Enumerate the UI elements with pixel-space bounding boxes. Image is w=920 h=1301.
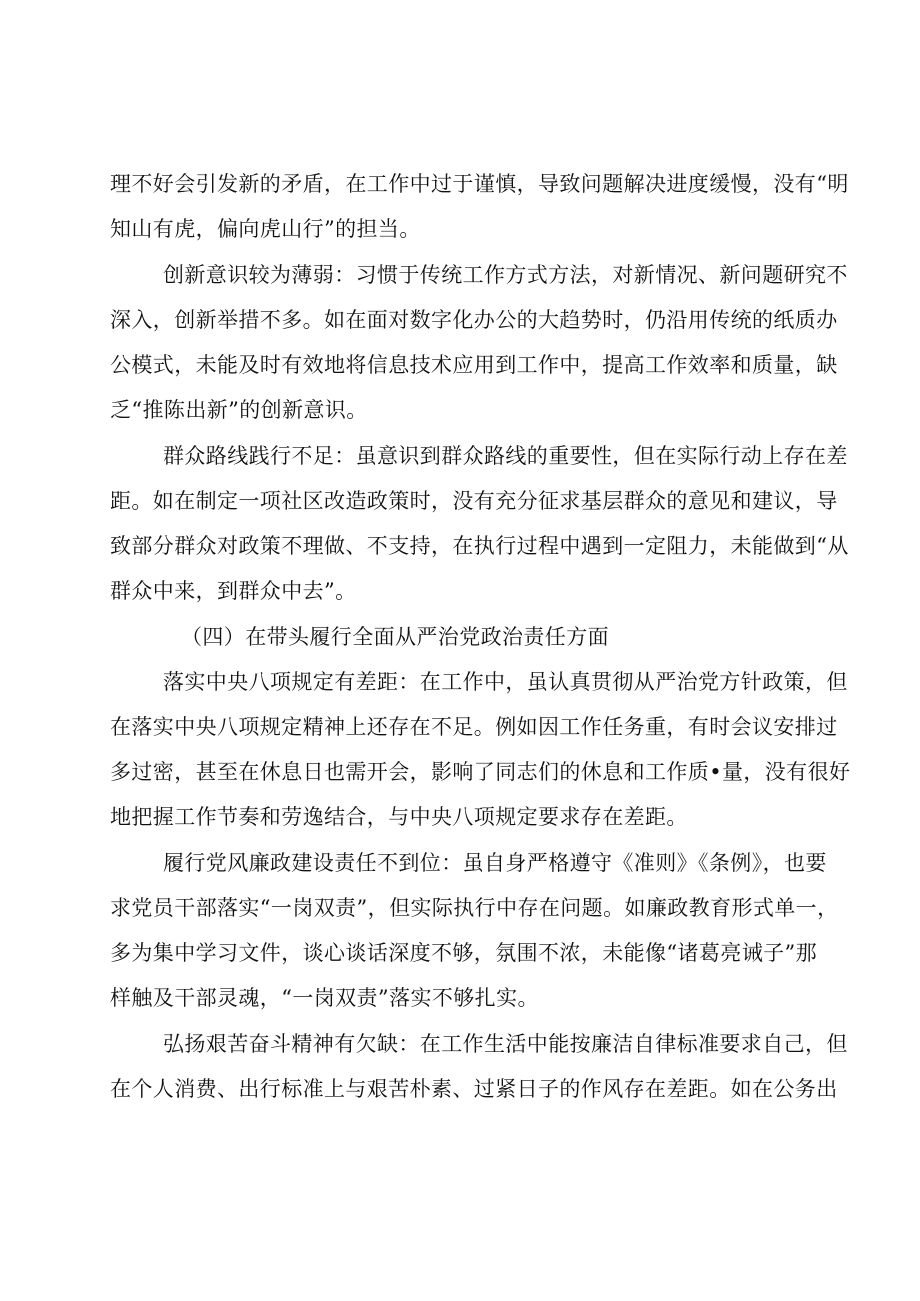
paragraph-mass-line-1: 群众路线践行不足：虽意识到群众路线的重要性，但在实际行动上存在差: [163, 444, 848, 468]
paragraph-integrity-line-2: 求党员干部落实“一岗双责”，但实际执行中存在问题。如廉政教育形式单一，: [110, 896, 839, 920]
paragraph-hardwork-line-1: 弘扬艰苦奋斗精神有欠缺：在工作生活中能按廉洁自律标准要求自己，但: [163, 1032, 848, 1056]
paragraph-integrity-line-4: 样触及干部灵魂，“一岗双责”落实不够扎实。: [110, 986, 539, 1010]
paragraph-innovation-line-3: 公模式，未能及时有效地将信息技术应用到工作中，提高工作效率和质量，缺: [110, 353, 838, 377]
paragraph-eight-rules-line-3: 多过密，甚至在休息日也需开会，影响了同志们的休息和工作质•量，没有很好: [110, 760, 851, 784]
body-line-2: 知山有虎，偏向虎山行”的担当。: [110, 217, 421, 241]
body-line-1: 理不好会引发新的矛盾，在工作中过于谨慎，导致问题解决进度缓慢，没有“明: [110, 172, 849, 196]
paragraph-mass-line-3: 致部分群众对政策不理做、不支持，在执行过程中遇到一定阻力，未能做到“从: [110, 534, 849, 558]
paragraph-innovation-line-4: 乏“推陈出新”的创新意识。: [110, 398, 368, 422]
paragraph-eight-rules-line-2: 在落实中央八项规定精神上还存在不足。例如因工作任务重，有时会议安排过: [110, 715, 838, 739]
section-heading-four: （四）在带头履行全面从严治党政治责任方面: [181, 625, 609, 649]
paragraph-integrity-line-1: 履行党风廉政建设责任不到位：虽自身严格遵守《准则》《条例》，也要: [163, 851, 827, 875]
paragraph-eight-rules-line-1: 落实中央八项规定有差距：在工作中，虽认真贯彻从严治党方针政策，但: [163, 670, 848, 694]
paragraph-innovation-line-1: 创新意识较为薄弱：习惯于传统工作方式方法，对新情况、新问题研究不: [163, 263, 848, 287]
paragraph-mass-line-4: 群众中来，到群众中去”。: [110, 579, 357, 603]
paragraph-integrity-line-3: 多为集中学习文件，谈心谈话深度不够，氛围不浓，未能像“诸葛亮诫子”那: [110, 941, 818, 965]
paragraph-hardwork-line-2: 在个人消费、出行标准上与艰苦朴素、过紧日子的作风存在差距。如在公务出: [110, 1077, 838, 1101]
paragraph-mass-line-2: 距。如在制定一项社区改造政策时，没有充分征求基层群众的意见和建议，导: [110, 489, 838, 513]
paragraph-innovation-line-2: 深入，创新举措不多。如在面对数字化办公的大趋势时，仍沿用传统的纸质办: [110, 308, 838, 332]
paragraph-eight-rules-line-4: 地把握工作节奏和劳逸结合，与中央八项规定要求存在差距。: [110, 805, 688, 829]
